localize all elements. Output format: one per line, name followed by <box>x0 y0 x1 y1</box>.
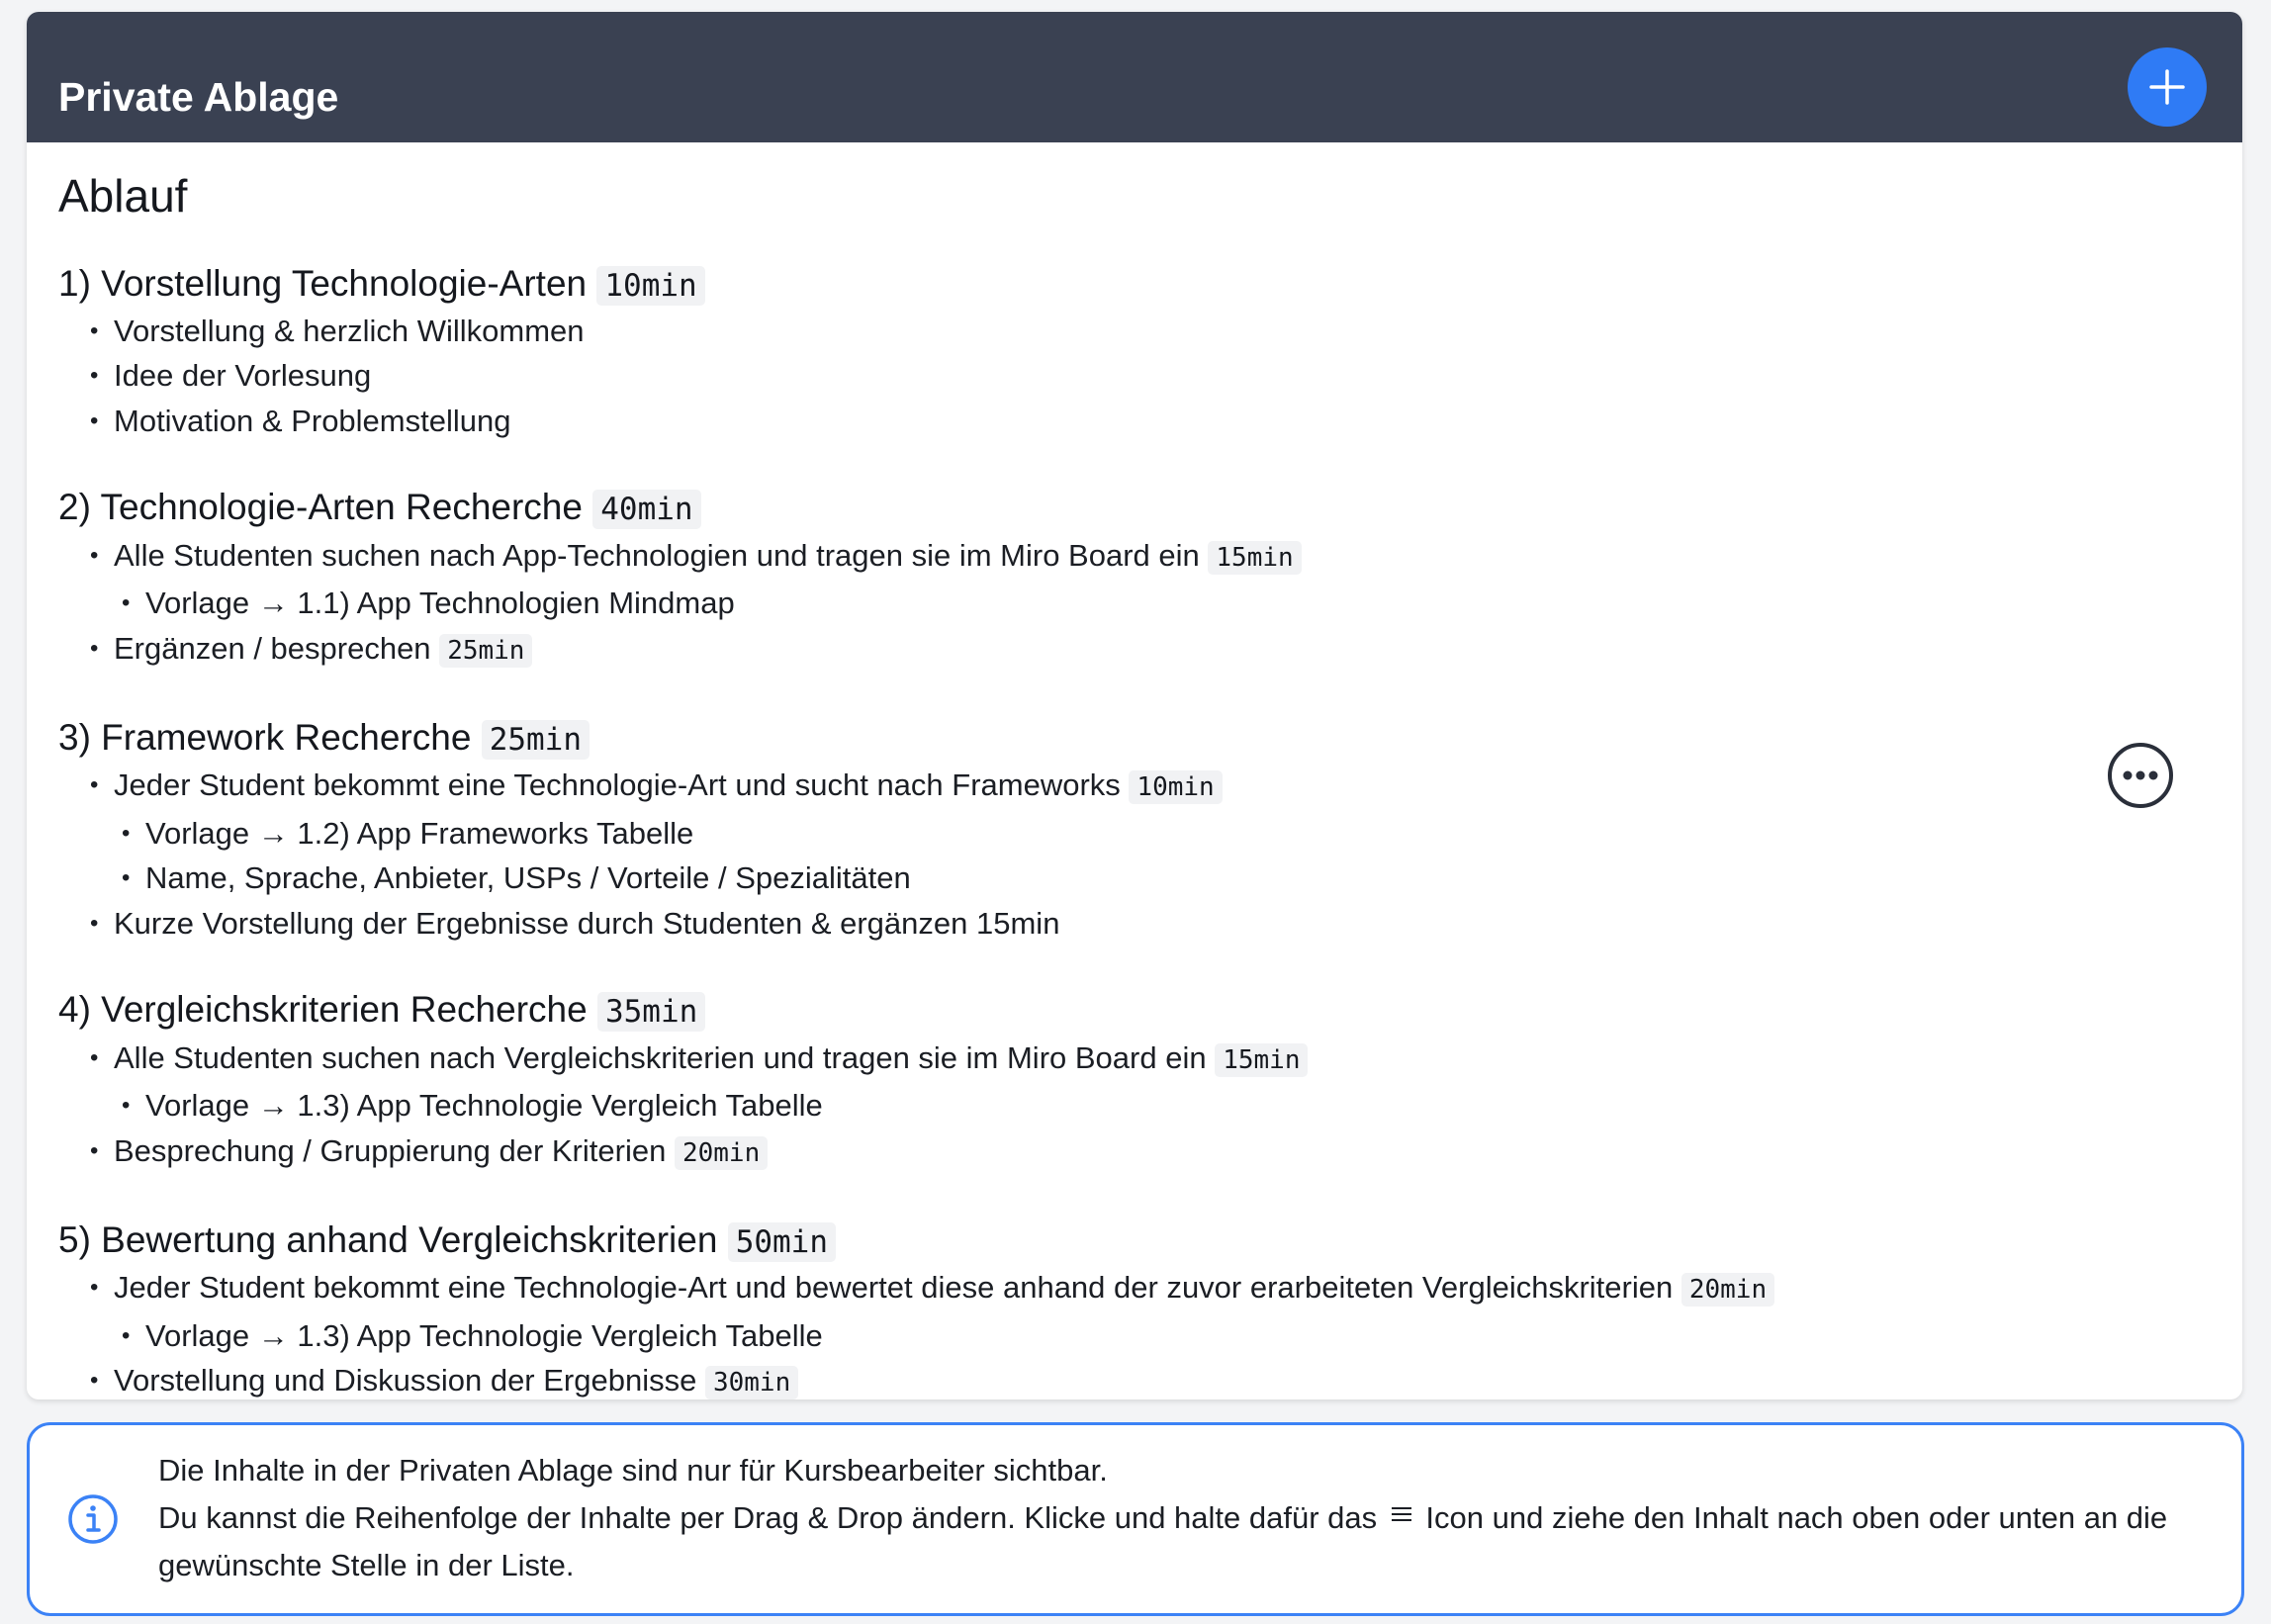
item-duration: 30min <box>705 1366 798 1399</box>
card-title: Private Ablage <box>58 74 339 120</box>
step-items <box>58 309 2211 444</box>
list-item <box>58 1128 2211 1177</box>
step-items <box>58 1036 2211 1177</box>
agenda-step-5 <box>58 1218 2211 1399</box>
item-text: Vorlage → 1.2) App Frameworks Tabelle <box>145 815 694 851</box>
more-options-icon <box>2106 741 2175 810</box>
list-item <box>58 533 2211 582</box>
drag-handle-icon <box>1390 1504 1413 1524</box>
info-icon <box>67 1493 119 1545</box>
plus-icon <box>2147 67 2187 107</box>
add-content-button[interactable] <box>2128 47 2207 127</box>
list-item-nested <box>58 581 2211 626</box>
agenda-step-1 <box>58 261 2211 444</box>
item-text: Motivation & Problemstellung <box>114 403 511 438</box>
list-item-nested <box>58 1313 2211 1359</box>
list-item <box>58 1036 2211 1084</box>
item-text: Vorstellung & herzlich Willkommen <box>114 313 585 348</box>
item-text: Vorlage → 1.1) App Technologien Mindmap <box>145 586 735 620</box>
private-storage-card <box>27 12 2242 1399</box>
step-duration: 35min <box>597 992 705 1032</box>
card-header <box>27 12 2242 142</box>
step-title <box>58 987 2211 1033</box>
item-text: Vorstellung und Diskussion der Ergebnisse <box>114 1363 697 1398</box>
list-item-nested <box>58 811 2211 857</box>
info-line-2 <box>158 1494 2216 1589</box>
item-text: Jeder Student bekommt eine Technologie-Art und sucht nach Frameworks <box>114 767 1121 803</box>
step-title <box>58 715 2211 761</box>
item-text: Kurze Vorstellung der Ergebnisse durch Studenten & ergänzen 15min <box>114 905 1060 941</box>
step-title <box>58 261 2211 307</box>
step-duration: 10min <box>596 266 704 306</box>
list-item <box>58 1358 2211 1399</box>
item-text: Vorlage → 1.3) App Technologie Vergleich Tabelle <box>145 1088 823 1123</box>
item-text: Besprechung / Gruppierung der Kriterien <box>114 1132 667 1168</box>
item-duration: 25min <box>439 634 532 668</box>
list-item <box>58 763 2211 811</box>
item-duration: 15min <box>1215 1043 1308 1077</box>
agenda-step-3 <box>58 715 2211 946</box>
item-text: Alle Studenten suchen nach Vergleichskriterien und tragen sie im Miro Board ein <box>114 1039 1207 1075</box>
list-item <box>58 399 2211 444</box>
info-line-2-before: Du kannst die Reihenfolge der Inhalte per Drag & Drop ändern. Klicke und halte dafür das <box>158 1500 1378 1535</box>
agenda-step-2 <box>58 485 2211 674</box>
step-title <box>58 1218 2211 1263</box>
list-item <box>58 626 2211 675</box>
info-box <box>27 1422 2244 1616</box>
item-text: Name, Sprache, Anbieter, USPs / Vorteile / Spezialitäten <box>145 860 911 896</box>
list-item <box>58 901 2211 947</box>
step-duration: 25min <box>482 720 590 760</box>
item-duration: 15min <box>1208 541 1301 575</box>
info-line-1: Die Inhalte in der Privaten Ablage sind nur für Kursbearbeiter sichtbar. <box>158 1453 1108 1488</box>
item-duration: 20min <box>1681 1273 1774 1307</box>
agenda-step-4 <box>58 987 2211 1176</box>
step-title-text: 3) Framework Recherche <box>58 717 472 758</box>
info-line-2-after: Icon und ziehe den Inhalt nach oben oder unten an die gewünschte Stelle in der Liste. <box>158 1500 2168 1582</box>
list-item <box>58 353 2211 399</box>
step-items <box>58 763 2211 946</box>
item-duration: 20min <box>675 1136 768 1170</box>
card-body <box>27 142 2242 1399</box>
item-text: Alle Studenten suchen nach App-Technologien und tragen sie im Miro Board ein <box>114 537 1200 573</box>
step-title-text: 2) Technologie-Arten Recherche <box>58 487 583 528</box>
step-duration: 50min <box>728 1222 836 1262</box>
list-item-nested <box>58 1083 2211 1128</box>
list-item-nested <box>58 856 2211 901</box>
step-title <box>58 485 2211 530</box>
step-items <box>58 533 2211 675</box>
step-items <box>58 1265 2211 1399</box>
step-title-text: 1) Vorstellung Technologie-Arten <box>58 262 588 304</box>
item-text: Idee der Vorlesung <box>114 358 372 394</box>
step-title-text: 5) Bewertung anhand Vergleichskriterien <box>58 1219 718 1260</box>
list-item <box>58 309 2211 354</box>
more-options-button[interactable] <box>2106 741 2175 810</box>
item-text: Vorlage → 1.3) App Technologie Vergleich Tabelle <box>145 1317 823 1353</box>
info-text <box>158 1447 2216 1589</box>
item-text: Jeder Student bekommt eine Technologie-Art und bewertet diese anhand der zuvor erarbeiteten Vergleichskriterien <box>114 1270 1674 1306</box>
step-title-text: 4) Vergleichskriterien Recherche <box>58 989 588 1031</box>
section-heading: Ablauf <box>58 170 188 222</box>
list-item <box>58 1265 2211 1313</box>
item-duration: 10min <box>1129 770 1222 804</box>
step-duration: 40min <box>592 490 700 529</box>
item-text: Ergänzen / besprechen <box>114 630 431 666</box>
